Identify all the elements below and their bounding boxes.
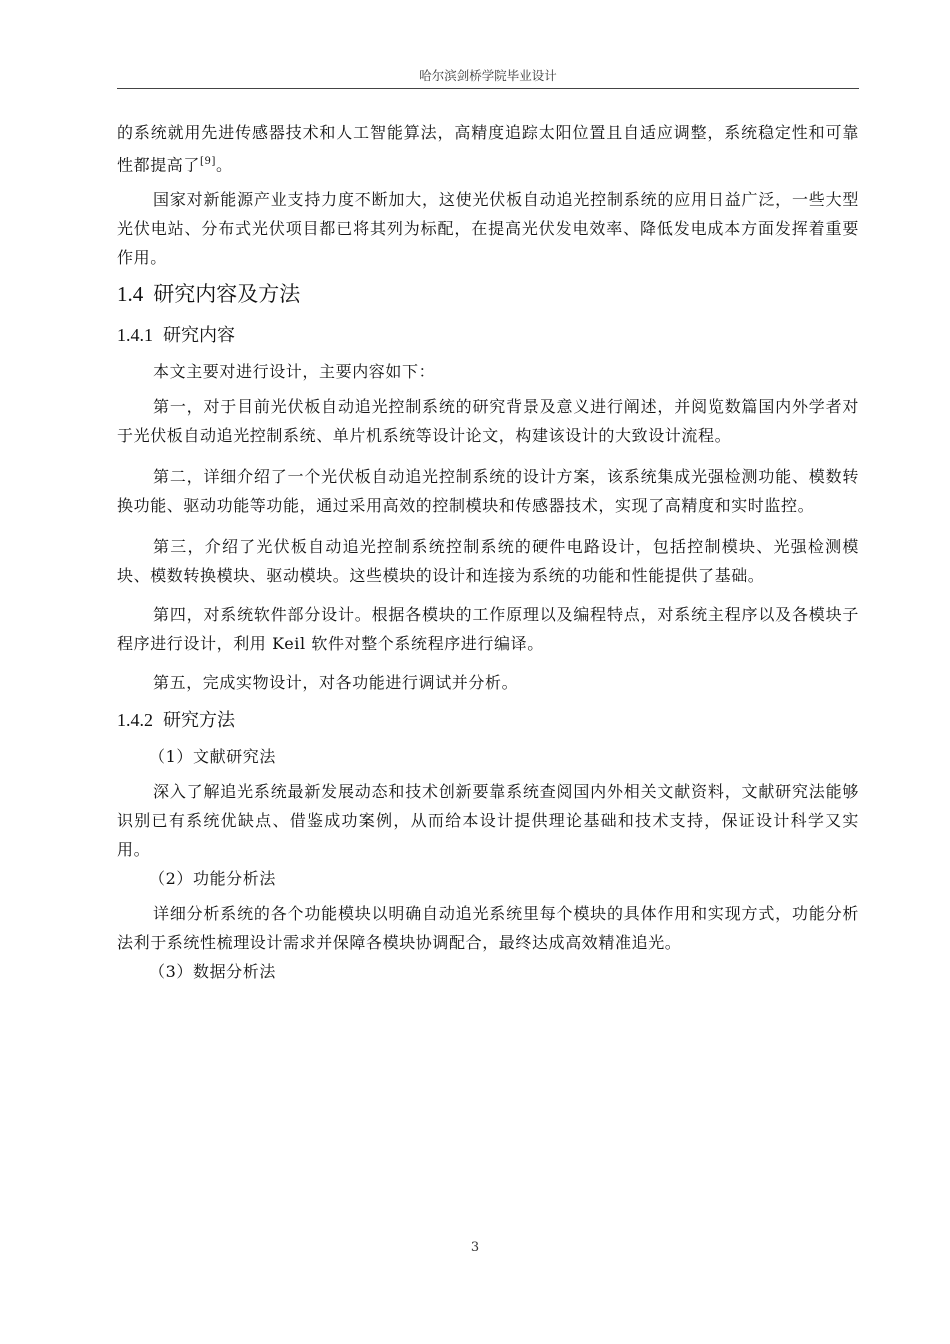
- page-number: 3: [470, 1240, 480, 1255]
- subsection-heading-1-4-1: [117, 320, 859, 351]
- subsection-title: 研究内容: [163, 325, 235, 347]
- citation: [9]: [200, 156, 216, 167]
- paragraph: 深入了解追光系统最新发展动态和技术创新要靠系统查阅国内外相关文献资料，文献研究法能够识别已有系统优缺点、借鉴成功案例，从而给本设计提供理论基础和技术支持，保证设计科学又实用。: [117, 782, 859, 860]
- section-number: 1.4: [117, 282, 144, 307]
- paragraph: 第三，介绍了光伏板自动追光控制系统控制系统的硬件电路设计，包括控制模块、光强检测模块、模数转换模块、驱动模块。这些模块的设计和连接为系统的功能和性能提供了基础。: [117, 537, 859, 586]
- paragraph: 详细分析系统的各个功能模块以明确自动追光系统里每个模块的具体作用和实现方式，功能分析法利于系统性梳理设计需求并保障各模块协调配合，最终达成高效精准追光。: [117, 904, 859, 953]
- paragraph: 国家对新能源产业支持力度不断加大，这使光伏板自动追光控制系统的应用日益广泛，一些大型光伏电站、分布式光伏项目都已将其列为标配，在提高光伏发电效率、降低发电成本方面发挥着重要作用。: [117, 190, 859, 268]
- running-header: 哈尔滨剑桥学院毕业设计: [419, 68, 557, 83]
- paragraph: 第一，对于目前光伏板自动追光控制系统的研究背景及意义进行阐述，并阅览数篇国内外学者对于光伏板自动追光控制系统、单片机系统等设计论文，构建该设计的大致设计流程。: [117, 397, 859, 446]
- paragraph-tail: 。: [215, 155, 233, 175]
- subsection-title: 研究方法: [163, 710, 235, 732]
- paragraph: 第二，详细介绍了一个光伏板自动追光控制系统的设计方案，该系统集成光强检测功能、模数转换功能、驱动功能等功能，通过采用高效的控制模块和传感器技术，实现了高精度和实时监控。: [117, 467, 859, 516]
- page-body: [117, 118, 859, 986]
- paragraph-text: 的系统就用先进传感器技术和人工智能算法，高精度追踪太阳位置且自适应调整，系统稳定性和可靠性都提高了: [117, 123, 859, 175]
- paragraph: 第四，对系统软件部分设计。根据各模块的工作原理以及编程特点，对系统主程序以及各模块子程序进行设计，利用 Keil 软件对整个系统程序进行编译。: [117, 605, 859, 654]
- continued-paragraph: [117, 118, 859, 179]
- method-label: （3）数据分析法: [149, 962, 276, 982]
- subsection-number: 1.4.2: [117, 710, 153, 731]
- header-rule: [117, 88, 859, 89]
- subsection-heading-1-4-2: [117, 705, 859, 736]
- method-label: （2）功能分析法: [149, 869, 276, 889]
- subsection-number: 1.4.1: [117, 325, 153, 346]
- method-label: （1）文献研究法: [149, 747, 276, 767]
- section-heading-1-4: [117, 278, 859, 310]
- paragraph: 本文主要对进行设计，主要内容如下：: [153, 362, 436, 382]
- paragraph: 第五，完成实物设计，对各功能进行调试并分析。: [153, 673, 519, 693]
- section-title: 研究内容及方法: [153, 282, 301, 307]
